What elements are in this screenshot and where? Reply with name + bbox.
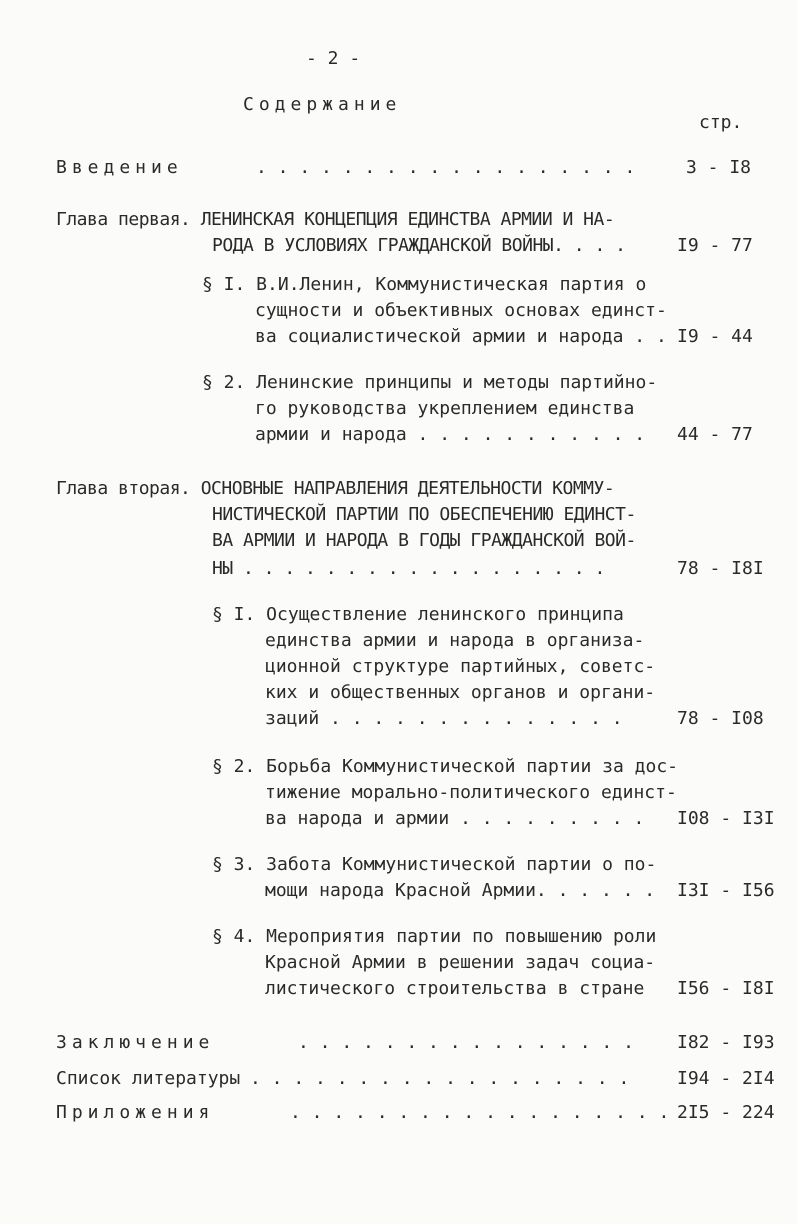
page-column-label: стр. (699, 112, 743, 133)
section-line: ционной структуре партийных, советс- (265, 656, 656, 677)
entry-pages: 78 - I8I (677, 558, 764, 579)
entry-label: Заключение (56, 1032, 215, 1053)
entry-label: Список литературы (56, 1068, 241, 1089)
section-line: ва народа и армии . . . . . . . . . (265, 808, 645, 829)
entry-pages: I9 - 77 (677, 235, 753, 256)
section-line: мощи народа Красной Армии. . . . . . (265, 880, 656, 901)
entry-pages: I9 - 44 (677, 326, 753, 347)
chapter-title-line: Глава первая. ЛЕНИНСКАЯ КОНЦЕПЦИЯ ЕДИНСТВА АРМИИ И НА- (56, 209, 615, 230)
section-line: листического строительства в стране (265, 978, 645, 999)
entry-pages: 3 - I8 (686, 157, 752, 178)
section-line: ких и общественных органов и органи- (265, 682, 656, 703)
section-line: заций . . . . . . . . . . . . . . (265, 708, 623, 729)
leader-dots: . . . . . . . . . . . . . . . . (298, 1032, 634, 1053)
section-line: ва социалистической армии и народа . . (255, 326, 667, 347)
leader-dots: . . . . . . . . . . . . . . . . . . (256, 157, 636, 178)
page-number: - 2 - (306, 48, 361, 69)
chapter-title-line: РОДА В УСЛОВИЯХ ГРАЖДАНСКОЙ ВОЙНЫ. . . . (212, 235, 626, 256)
leader-dots: . . . . . . . . . . . . . . . . . . (250, 1068, 630, 1089)
section-line: тижение морально-политического единст- (265, 782, 677, 803)
chapter-title-line: Глава вторая. ОСНОВНЫЕ НАПРАВЛЕНИЯ ДЕЯТЕЛЬНОСТИ КОММУ- (56, 478, 615, 499)
entry-pages: I3I - I56 (677, 880, 775, 901)
entry-pages: I94 - 2I4 (677, 1068, 775, 1089)
entry-pages: I82 - I93 (677, 1032, 775, 1053)
contents-heading: Содержание (243, 94, 402, 115)
section-line: § I. В.И.Ленин, Коммунистическая партия о (202, 274, 647, 295)
entry-label: Приложения (56, 1102, 215, 1123)
section-line: сущности и объективных основах единст- (255, 300, 667, 321)
section-line: единства армии и народа в организа- (265, 630, 645, 651)
section-line: § I. Осуществление ленинского принципа (212, 604, 624, 625)
section-line: § 2. Борьба Коммунистической партии за дос- (212, 756, 678, 777)
section-line: § 2. Ленинские принципы и методы партийно- (202, 372, 658, 393)
section-line: армии и народа . . . . . . . . . . . (255, 424, 646, 445)
section-line: го руководства укреплением единства (255, 398, 635, 419)
leader-dots: . . . . . . . . . . . . . . . . . . (290, 1102, 670, 1123)
entry-pages: 2I5 - 224 (677, 1102, 775, 1123)
chapter-title-line: НЫ . . . . . . . . . . . . . . . . . . (212, 558, 605, 579)
section-line: § 3. Забота Коммунистической партии о по- (212, 854, 657, 875)
section-line: Красной Армии в решении задач социа- (265, 952, 656, 973)
entry-pages: I56 - I8I (677, 978, 775, 999)
chapter-title-line: ВА АРМИИ И НАРОДА В ГОДЫ ГРАЖДАНСКОЙ ВОЙ- (212, 530, 636, 551)
chapter-title-line: НИСТИЧЕСКОЙ ПАРТИИ ПО ОБЕСПЕЧЕНИЮ ЕДИНСТ- (212, 504, 636, 525)
entry-pages: I08 - I3I (677, 808, 775, 829)
entry-pages: 44 - 77 (677, 424, 753, 445)
entry-label: Введение (56, 157, 183, 178)
entry-pages: 78 - I08 (677, 708, 764, 729)
section-line: § 4. Мероприятия партии по повышению роли (212, 926, 657, 947)
